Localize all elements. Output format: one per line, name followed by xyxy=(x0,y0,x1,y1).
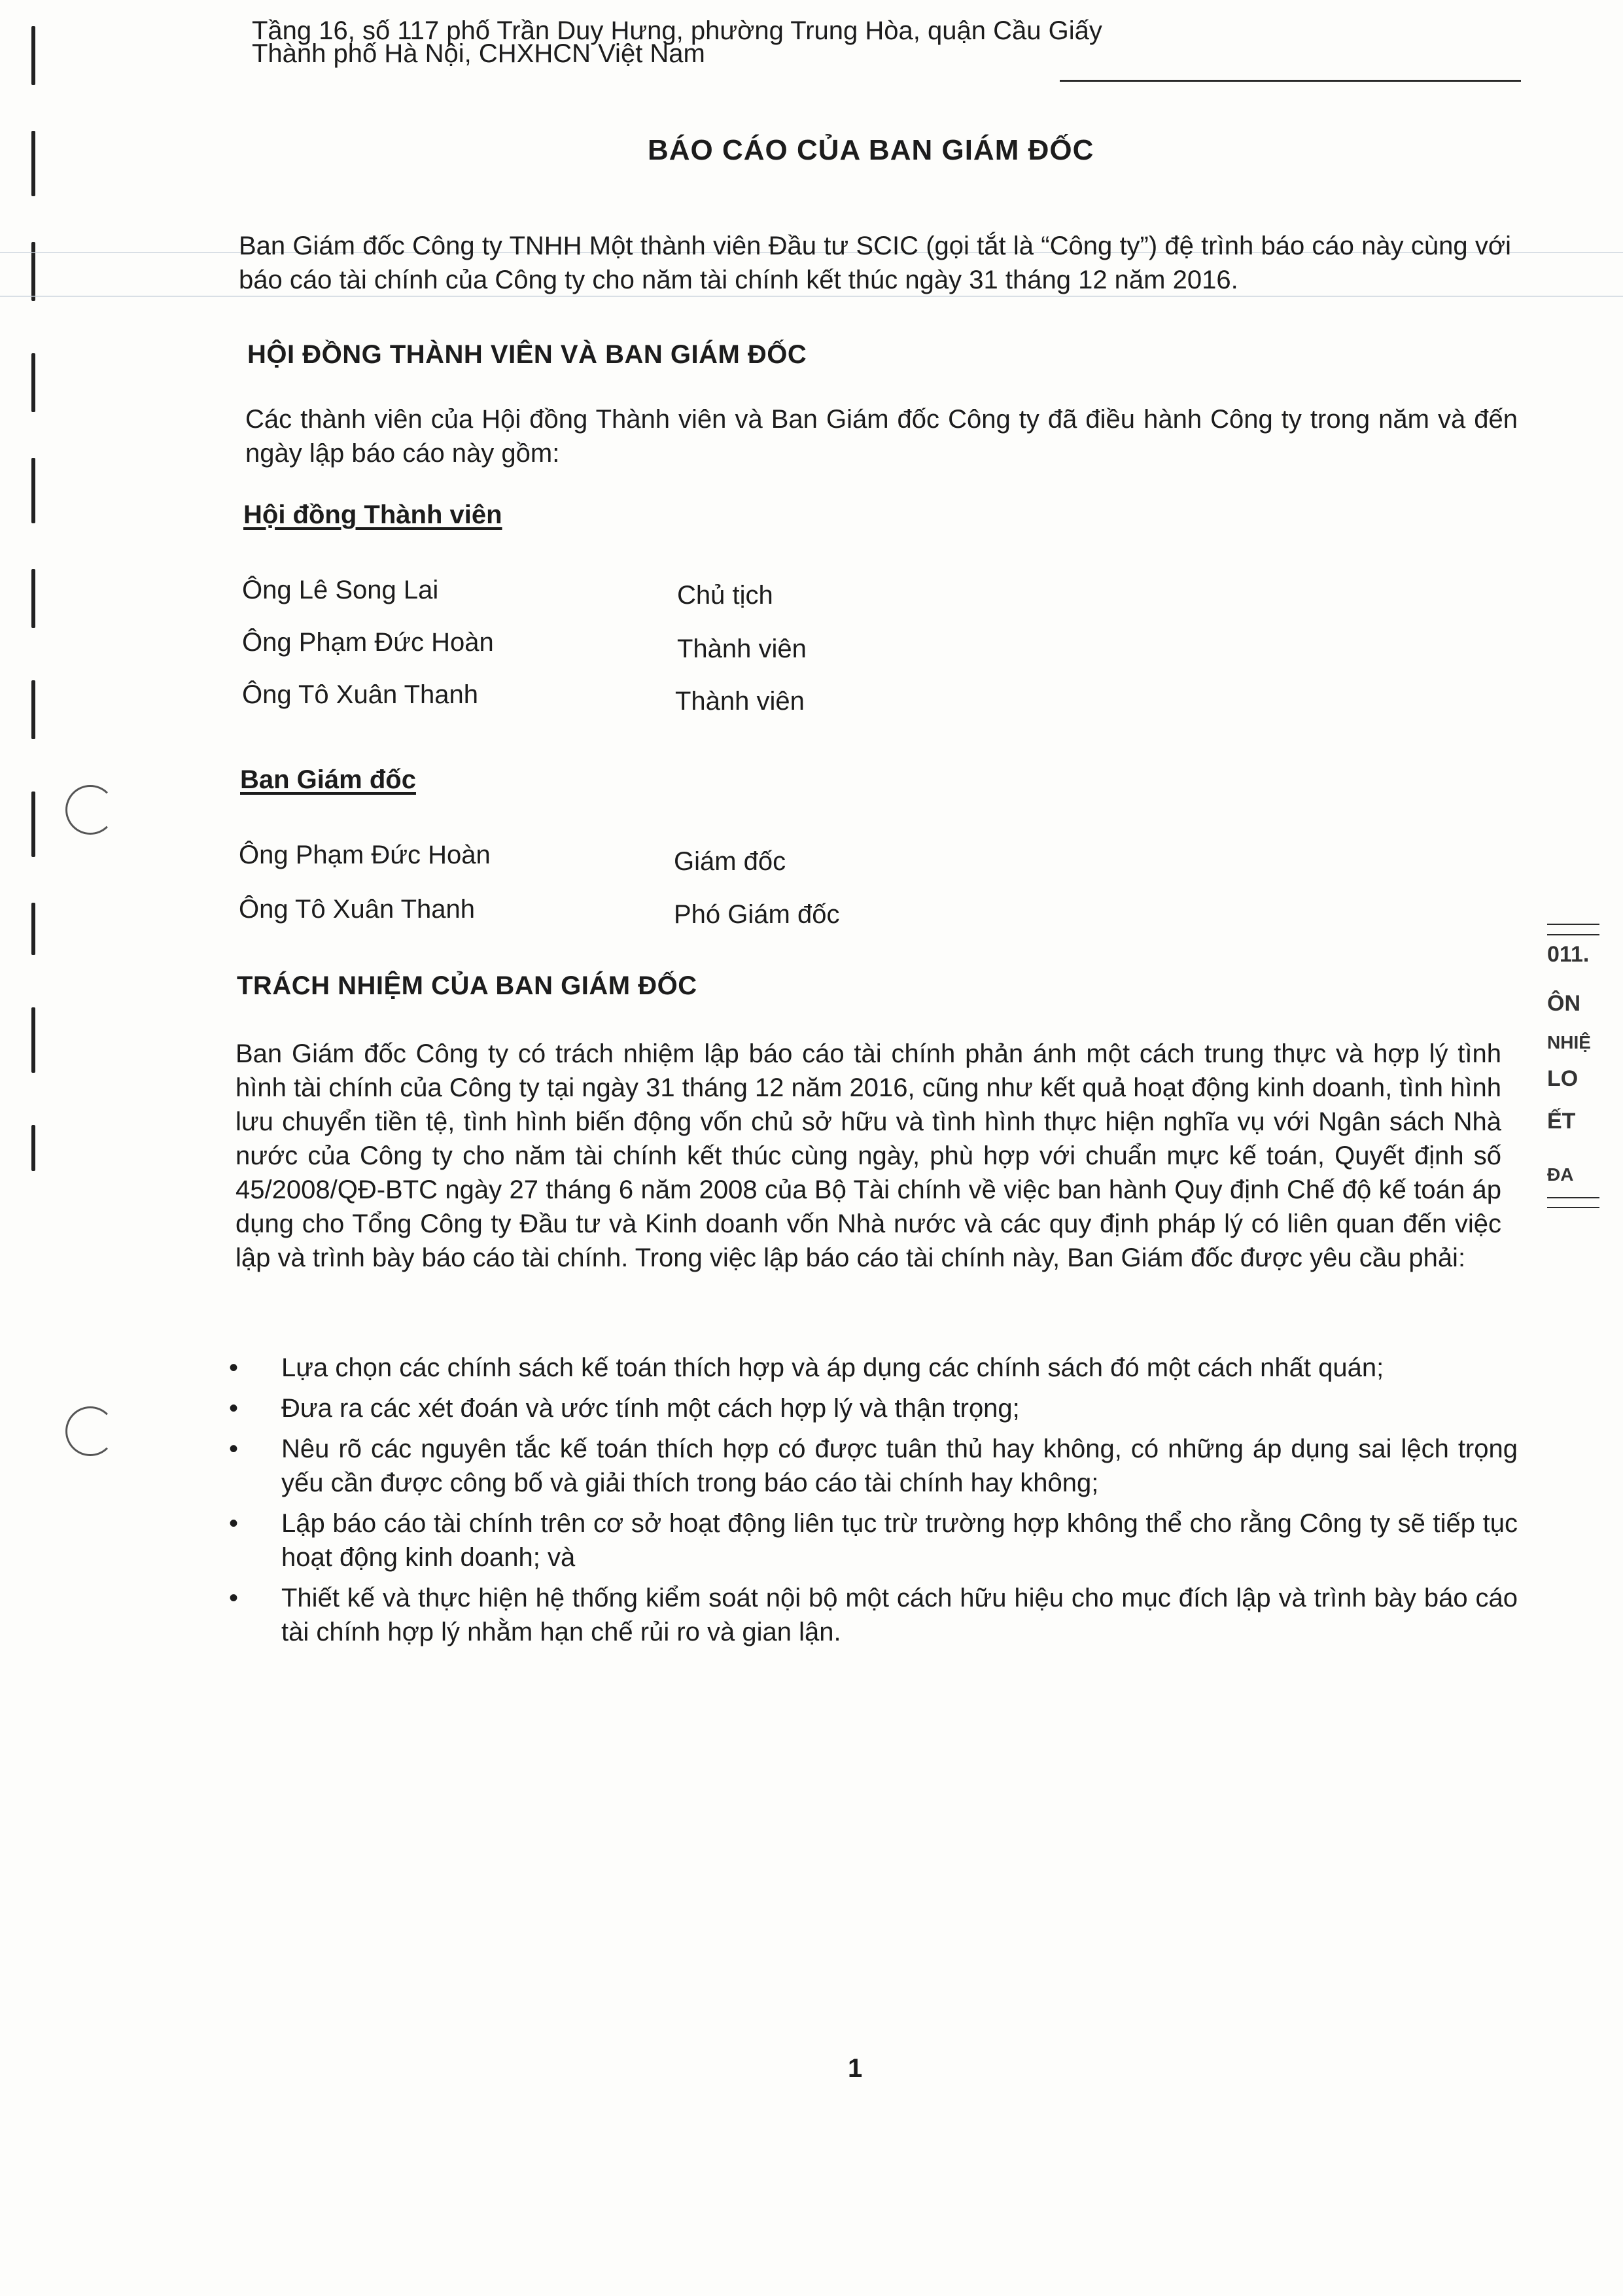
stamp-rule xyxy=(1547,1197,1599,1198)
list-item: • Lập báo cáo tài chính trên cơ sở hoạt động liên tục trừ trường hợp không thể cho rằng Công ty sẽ tiếp tục hoạt động kinh doanh; và xyxy=(222,1506,1518,1574)
binder-mark xyxy=(31,569,35,628)
board-paragraph: Các thành viên của Hội đồng Thành viên và Ban Giám đốc Công ty đã điều hành Công ty trong năm và đến ngày lập báo cáo này gồm: xyxy=(245,405,1518,468)
management-subheading: Ban Giám đốc xyxy=(240,765,416,794)
binder-mark xyxy=(31,131,35,196)
list-item: • Đưa ra các xét đoán và ước tính một cách hợp lý và thận trọng; xyxy=(222,1391,1518,1425)
stamp-rule xyxy=(1547,934,1599,935)
board-member-role: Thành viên xyxy=(677,635,807,663)
binder-mark xyxy=(31,791,35,857)
list-item: • Thiết kế và thực hiện hệ thống kiểm soát nội bộ một cách hữu hiệu cho mục đích lập và trình bày báo cáo tài chính hợp lý nhằm hạn chế rủi ro và gian lận. xyxy=(222,1581,1518,1649)
board-subheading: Hội đồng Thành viên xyxy=(243,500,502,529)
management-member-name: Ông Phạm Đức Hoàn xyxy=(239,841,491,869)
list-item: • Nêu rõ các nguyên tắc kế toán thích hợp có được tuân thủ hay không, có những áp dụng sai lệch trọng yếu cần được công bố và giải thích trong báo cáo tài chính hay không; xyxy=(222,1432,1518,1500)
header-rule xyxy=(1060,80,1521,82)
margin-stamp-line: LO xyxy=(1547,1066,1579,1091)
management-member-name: Ông Tô Xuân Thanh xyxy=(239,895,476,924)
margin-stamp-line: 011. xyxy=(1547,942,1590,967)
binder-mark xyxy=(31,1007,35,1073)
address-line-2: Thành phố Hà Nội, CHXHCN Việt Nam xyxy=(252,39,705,68)
list-item: • Lựa chọn các chính sách kế toán thích hợp và áp dụng các chính sách đó một cách nhất quán; xyxy=(222,1351,1518,1385)
board-member-role: Thành viên xyxy=(675,687,805,716)
section-heading-board: HỘI ĐỒNG THÀNH VIÊN VÀ BAN GIÁM ĐỐC xyxy=(247,340,807,369)
board-member-name: Ông Tô Xuân Thanh xyxy=(242,680,479,709)
management-member-role: Phó Giám đốc xyxy=(674,900,840,929)
punch-hole xyxy=(65,785,115,835)
stamp-rule xyxy=(1547,1207,1599,1208)
margin-stamp-line: ẾT xyxy=(1547,1109,1576,1134)
section-heading-responsibility: TRÁCH NHIỆM CỦA BAN GIÁM ĐỐC xyxy=(237,971,697,1000)
binder-mark xyxy=(31,903,35,955)
page-title: BÁO CÁO CỦA BAN GIÁM ĐỐC xyxy=(648,134,1094,166)
board-member-role: Chủ tịch xyxy=(677,581,773,610)
margin-stamp-line: NHIỆ xyxy=(1547,1032,1591,1052)
binder-mark xyxy=(31,242,35,301)
management-member-role: Giám đốc xyxy=(674,847,786,876)
margin-stamp-line: ĐA xyxy=(1547,1164,1574,1185)
binder-mark xyxy=(31,26,35,85)
binder-mark xyxy=(31,353,35,412)
board-member-name: Ông Phạm Đức Hoàn xyxy=(242,628,494,657)
address-line-1: Tầng 16, số 117 phố Trần Duy Hưng, phường Trung Hòa, quận Cầu Giấy xyxy=(252,16,1102,45)
binder-mark xyxy=(31,680,35,739)
stamp-rule xyxy=(1547,924,1599,925)
punch-hole xyxy=(65,1406,115,1456)
intro-paragraph: Ban Giám đốc Công ty TNHH Một thành viên Đầu tư SCIC (gọi tắt là “Công ty”) đệ trình báo cáo này cùng với báo cáo tài chính của Công ty cho năm tài chính kết thúc ngày 31 tháng 12 năm 2016. xyxy=(239,232,1511,294)
responsibility-paragraph: Ban Giám đốc Công ty có trách nhiệm lập báo cáo tài chính phản ánh một cách trung thực và hợp lý tình hình tài chính của Công ty tại ngày 31 tháng 12 năm 2016, cũng như kết quả hoạt động kinh doanh, tình hình lưu chuyển tiền tệ, tình hình biến động vốn chủ sở hữu và tình hình thực hiện nghĩa vụ với Ngân sách Nhà nước của Công ty cho năm tài chính kết thúc cùng ngày, phù hợp với chuẩn mực kế toán, Quyết định số 45/2008/QĐ-BTC ngày 27 tháng 6 năm 2008 của Bộ Tài chính về việc ban hành Quy định Chế độ kế toán áp dụng cho Tổng Công ty Đầu tư và Kinh doanh vốn Nhà nước và các quy định pháp lý có liên quan đến việc lập và trình bày báo cáo tài chính. Trong việc lập báo cáo tài chính này, Ban Giám đốc được yêu cầu phải: xyxy=(236,1039,1501,1272)
margin-stamp-line: ÔN xyxy=(1547,991,1580,1016)
responsibility-list xyxy=(222,1351,1518,1656)
binder-mark xyxy=(31,1125,35,1171)
page-number: 1 xyxy=(848,2054,863,2083)
binder-mark xyxy=(31,458,35,523)
board-member-name: Ông Lê Song Lai xyxy=(242,576,439,604)
